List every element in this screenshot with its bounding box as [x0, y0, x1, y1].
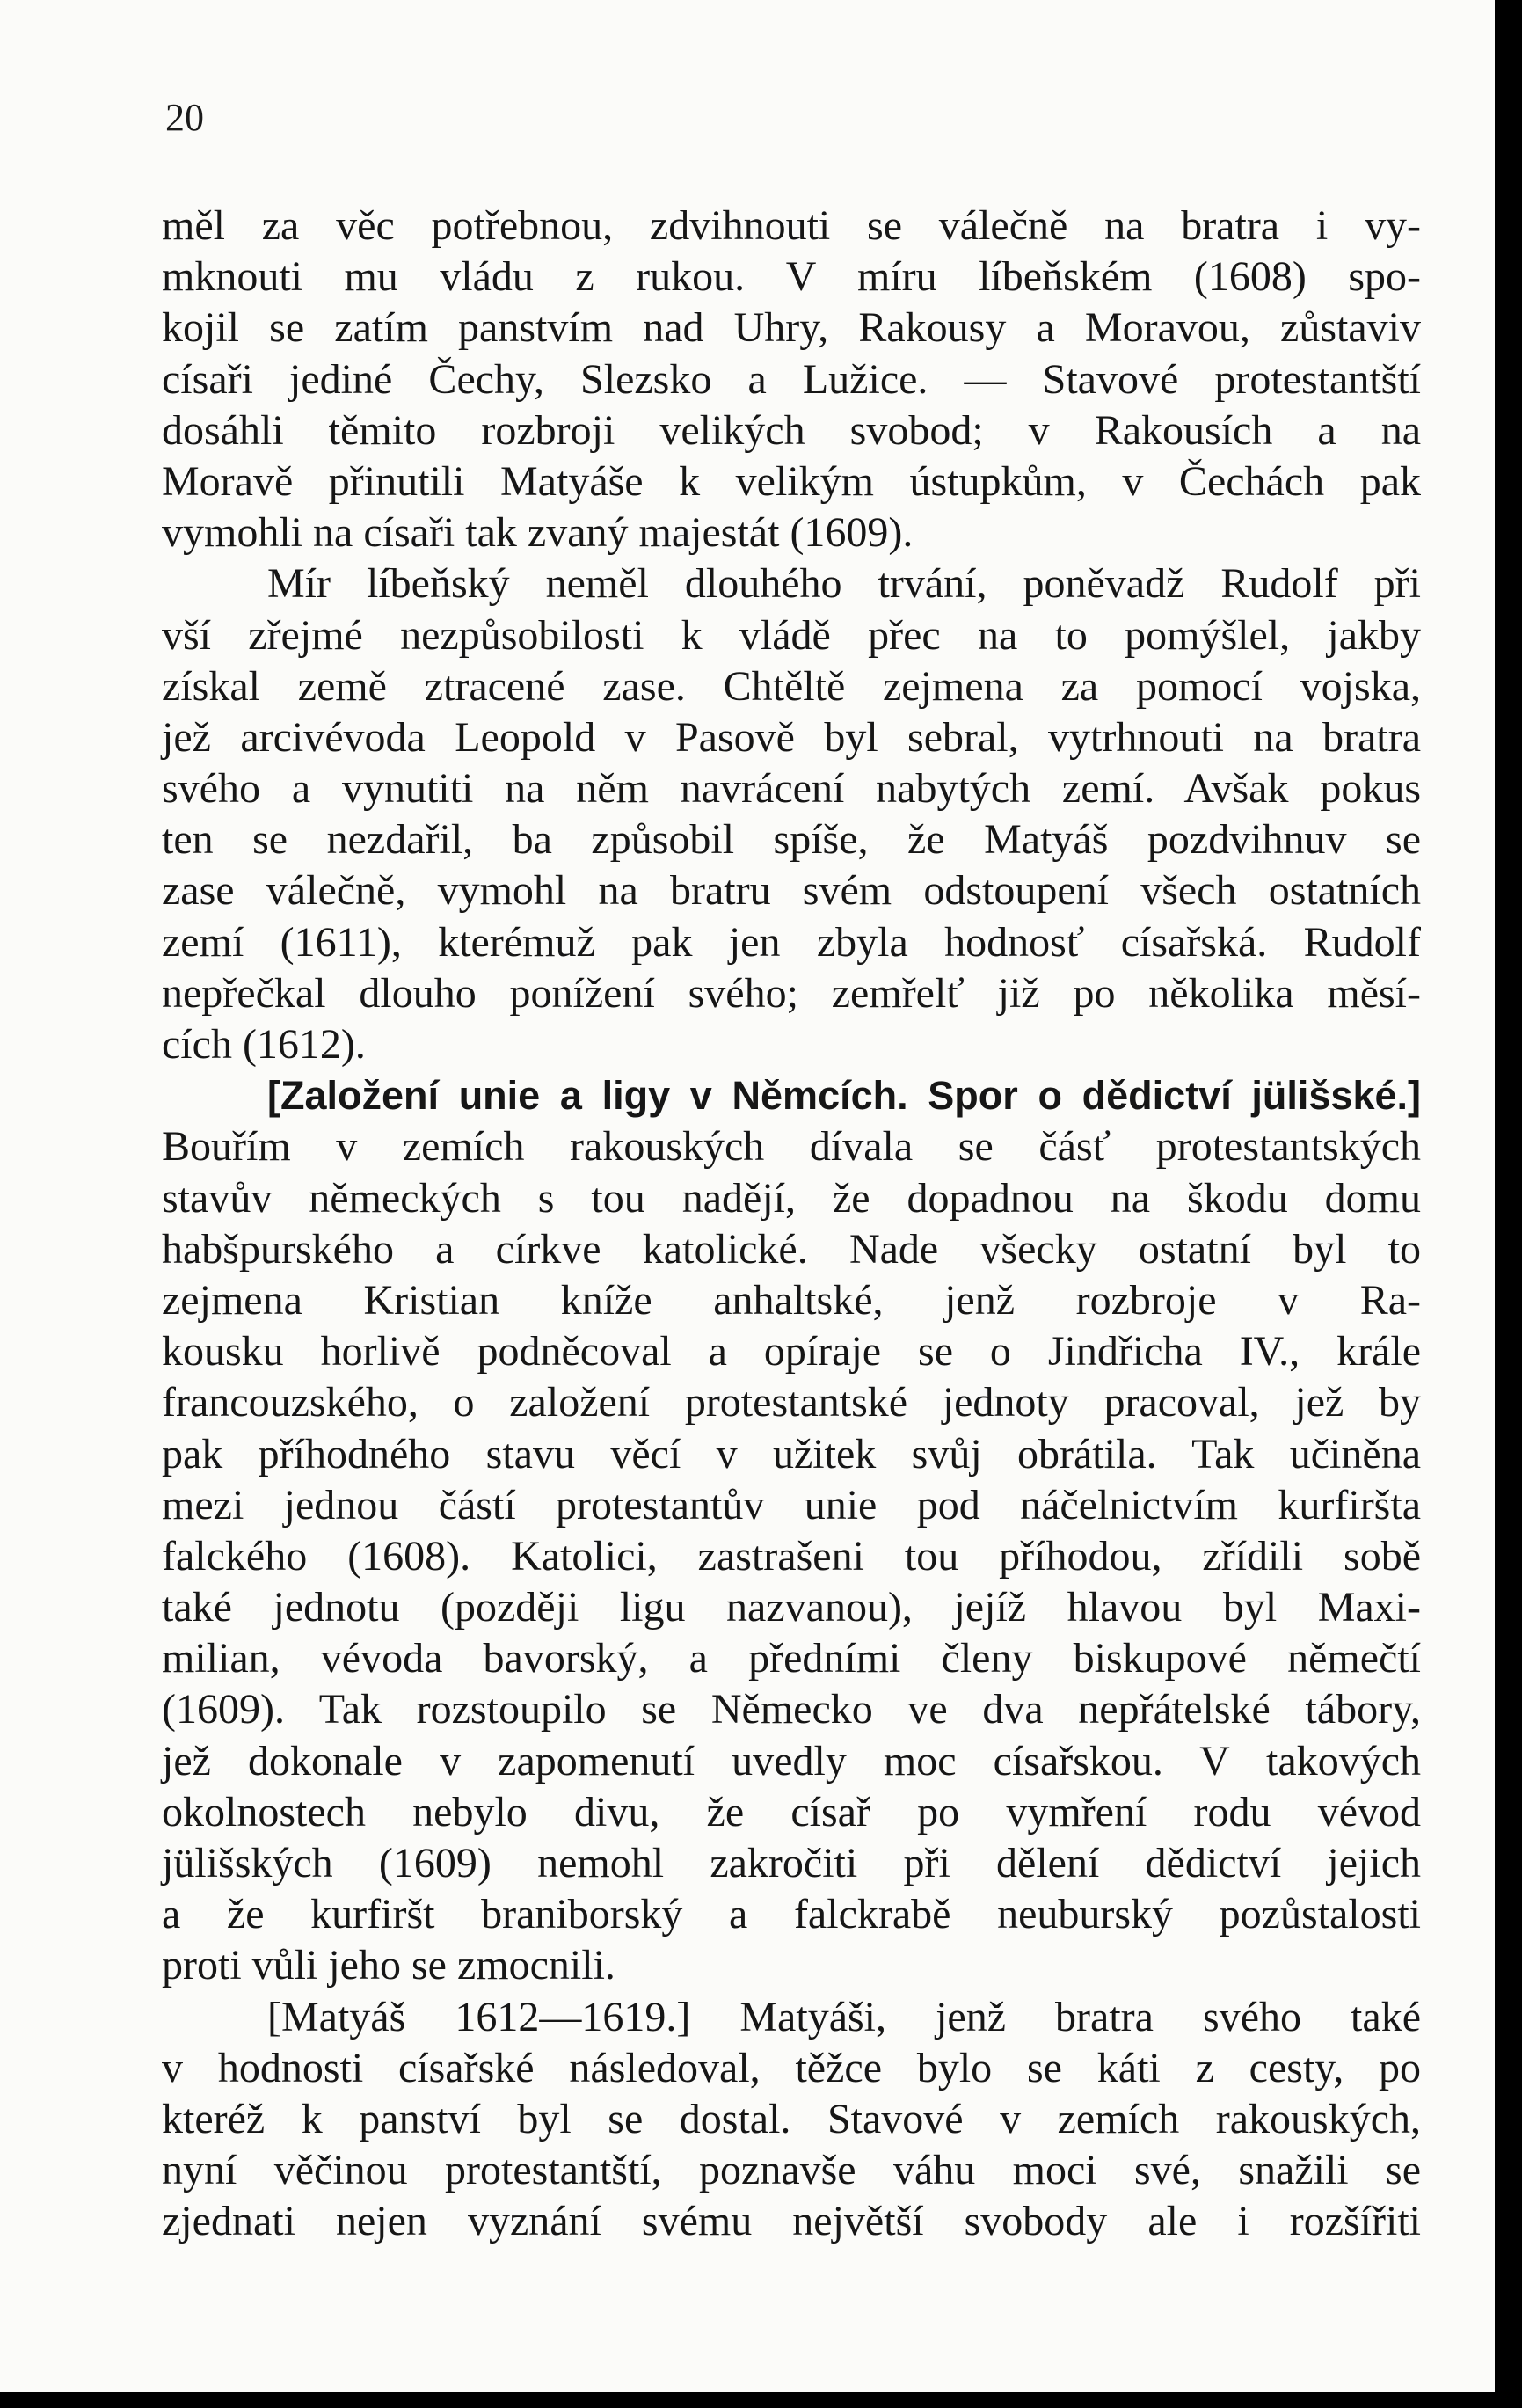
- text-line: cích (1612).: [162, 1021, 366, 1068]
- text-line: získal země ztracené zase. Chtěltě zejmena za pomocí vojska,: [162, 662, 1421, 710]
- text-line: zjednati nejen vyznání svému největší svobody ale i rozšířiti: [162, 2198, 1421, 2245]
- text-line: Moravě přinutili Matyáše k velikým ústupkům, v Čechách pak: [162, 457, 1421, 505]
- text-line: a že kurfiršt braniborský a falckrabě neuburský pozůstalosti: [162, 1891, 1421, 1938]
- text-line: jež arcivévoda Leopold v Pasově byl sebral, vytrhnouti na bratra: [162, 713, 1421, 761]
- text-line: kousku horlivě podněcoval a opíraje se o Jindřicha IV., krále: [162, 1328, 1421, 1375]
- text-line: pak příhodného stavu věcí v užitek svůj obrátila. Tak učiněna: [162, 1430, 1421, 1478]
- text-line: francouzského, o založení protestantské jednoty pracoval, jež by: [162, 1379, 1421, 1427]
- text-line: zejmena Kristian kníže anhaltské, jenž rozbroje v Ra-: [162, 1276, 1421, 1324]
- text-line: habšpurského a církve katolické. Nade všecky ostatní byl to: [162, 1225, 1421, 1273]
- text-line: [Matyáš 1612—1619.] Matyáši, jenž bratra svého také: [267, 1993, 1421, 2040]
- text-line: milian, vévoda bavorský, a předními členy biskupové němečtí: [162, 1635, 1421, 1682]
- text-line: mezi jednou částí protestantův unie pod náčelnictvím kurfiršta: [162, 1481, 1421, 1529]
- text-line: císaři jediné Čechy, Slezsko a Lužice. — Stavové protestantští: [162, 355, 1421, 403]
- section-heading: [Založení unie a ligy v Němcích. Spor o dědictví jülišské.]: [267, 1073, 1421, 1119]
- text-line: vší zřejmé nezpůsobilosti k vládě přec na to pomýšlel, jakby: [162, 611, 1421, 659]
- text-line: falckého (1608). Katolici, zastrašeni tou příhodou, zřídili sobě: [162, 1532, 1421, 1580]
- text-line: proti vůli jeho se zmocnili.: [162, 1942, 615, 1989]
- text-line: kojil se zatím panstvím nad Uhry, Rakousy a Moravou, zůstaviv: [162, 304, 1421, 352]
- text-line: nyní věčinou protestantští, poznavše váhu moci své, snažili se: [162, 2147, 1421, 2194]
- text-line: zase válečně, vymohl na bratru svém odstoupení všech ostatních: [162, 867, 1421, 915]
- text-line: okolnostech nebylo divu, že císař po vymření rodu vévod: [162, 1788, 1421, 1835]
- text-line: zemí (1611), kterémuž pak jen zbyla hodnosť císařská. Rudolf: [162, 918, 1421, 966]
- text-line: ten se nezdařil, ba způsobil spíše, že Matyáš pozdvihnuv se: [162, 816, 1421, 864]
- text-line: stavův německých s tou nadějí, že dopadnou na škodu domu: [162, 1174, 1421, 1222]
- text-line: kteréž k panství byl se dostal. Stavové v zemích rakouských,: [162, 2095, 1421, 2142]
- text-line: dosáhli těmito rozbroji velikých svobod; v Rakousích a na: [162, 406, 1421, 454]
- text-line: jülišských (1609) nemohl zakročiti při dělení dědictví jejich: [162, 1840, 1421, 1886]
- text-line: Bouřím v zemích rakouských dívala se čásť protestantských: [162, 1123, 1421, 1171]
- page-number: 20: [165, 96, 204, 139]
- text-line: svého a vynutiti na něm navrácení nabytých zemí. Avšak pokus: [162, 765, 1421, 813]
- text-line: také jednotu (později ligu nazvanou), jejíž hlavou byl Maxi-: [162, 1584, 1421, 1631]
- text-line: (1609). Tak rozstoupilo se Německo ve dva nepřátelské tábory,: [162, 1686, 1421, 1733]
- text-line: Mír líbeňský neměl dlouhého trvání, poněvadž Rudolf při: [267, 560, 1421, 608]
- text-line: mknouti mu vládu z rukou. V míru líbeňském (1608) spo-: [162, 253, 1421, 301]
- text-line: jež dokonale v zapomenutí uvedly moc císařskou. V takových: [162, 1737, 1421, 1784]
- text-line: měl za věc potřebnou, zdvihnouti se válečně na bratra i vy-: [162, 202, 1421, 249]
- text-line: nepřečkal dlouho ponížení svého; zemřelť již po několika měsí-: [162, 969, 1421, 1017]
- text-line: vymohli na císaři tak zvaný majestát (1609).: [162, 509, 914, 557]
- body-text: [162, 201, 1421, 2248]
- text-line: v hodnosti císařské následoval, těžce bylo se káti z cesty, po: [162, 2044, 1421, 2091]
